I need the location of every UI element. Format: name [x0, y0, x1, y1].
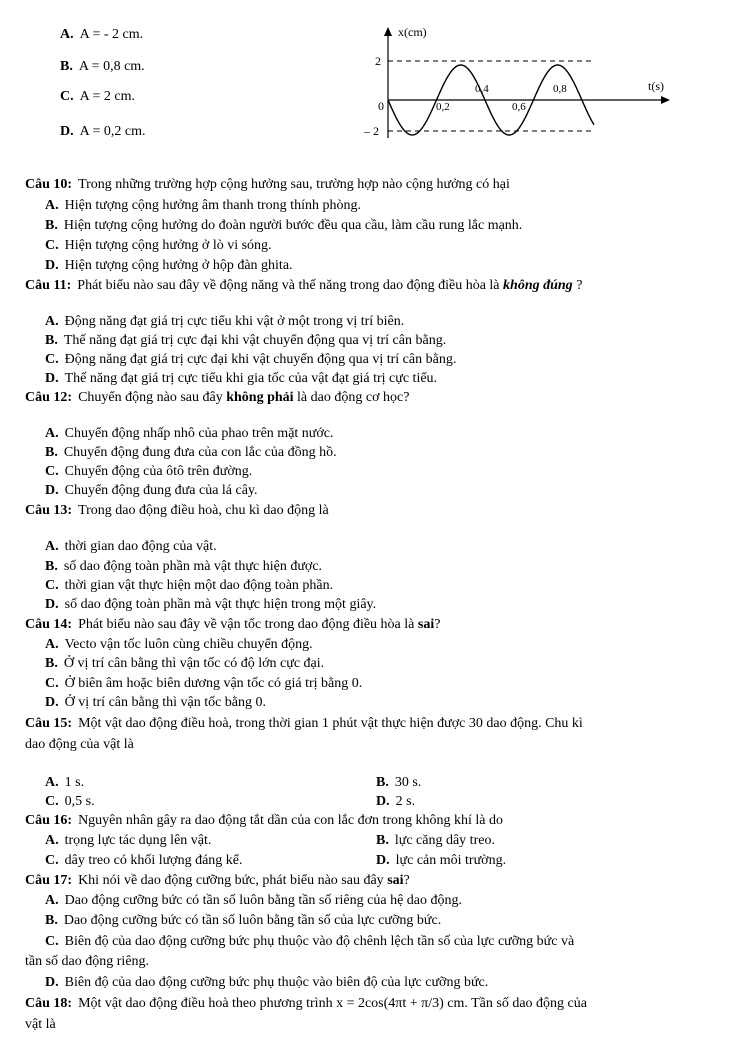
q11-option-d: D. Thế năng đạt giá trị cực tiểu khi gia tốc của vật đạt giá trị cực tiểu.	[45, 371, 438, 386]
q14-option-d: D. Ở vị trí cân bằng thì vận tốc bằng 0.	[45, 695, 267, 710]
q15-stem-line1: Câu 15: Một vật dao động điều hoà, trong thời gian 1 phút vật thực hiện được 30 dao động. Chu kì	[25, 716, 583, 731]
x-tick-0-2: 0,2	[436, 101, 450, 113]
q10-stem: Câu 10: Trong những trường hợp cộng hưởng sau, trường hợp nào cộng hưởng có hại	[25, 177, 510, 192]
y-tick-2: 2	[375, 54, 381, 68]
q15-option-b: B. 30 s.	[376, 775, 422, 790]
x-axis-arrow	[661, 96, 670, 104]
q10-option-b: B. Hiện tượng cộng hưởng do đoàn người bước đều qua cầu, làm cầu rung lắc mạnh.	[45, 218, 523, 233]
x-axis-label: t(s)	[648, 79, 664, 93]
q15-option-a: A. 1 s.	[45, 775, 85, 790]
q12-option-c: C. Chuyển động của ôtô trên đường.	[45, 464, 253, 479]
q18-stem-line2: vật là	[25, 1017, 56, 1032]
q12-option-d: D. Chuyển động đung đưa của lá cây.	[45, 483, 258, 498]
q17-option-c: C. Biên độ của dao động cưỡng bức phụ thuộc vào độ chênh lệch tần số của lực cưỡng bức và	[45, 934, 575, 949]
q13-option-a: A. thời gian dao động của vật.	[45, 539, 217, 554]
q17-stem: Câu 17: Khi nói về dao động cưỡng bức, phát biểu nào sau đây sai?	[25, 873, 410, 888]
q11-option-b: B. Thế năng đạt giá trị cực đại khi vật chuyển động qua vị trí cân bằng.	[45, 333, 447, 348]
q10-option-c: C. Hiện tượng cộng hưởng ở lò vi sóng.	[45, 238, 272, 253]
q9-option-b: B. A = 0,8 cm.	[60, 59, 145, 74]
q12-stem: Câu 12: Chuyển động nào sau đây không phải là dao động cơ học?	[25, 390, 410, 405]
q18-stem-line1: Câu 18: Một vật dao động điều hoà theo phương trình x = 2cos(4πt + π/3) cm. Tần số dao động của	[25, 996, 587, 1011]
q17-option-b: B. Dao động cưỡng bức có tần số luôn bằng tần số của lực cưỡng bức.	[45, 913, 442, 928]
q9-option-d: D. A = 0,2 cm.	[60, 124, 146, 139]
q13-option-b: B. số dao động toàn phần mà vật thực hiện được.	[45, 559, 323, 574]
oscillation-graph	[358, 20, 678, 150]
q14-option-b: B. Ở vị trí cân bằng thì vận tốc có độ lớn cực đại.	[45, 656, 325, 671]
y-tick-0: 0	[378, 99, 384, 113]
q11-stem: Câu 11: Phát biểu nào sau đây về động năng và thế năng trong dao động điều hòa là không đúng ?	[25, 278, 583, 293]
q15-option-d: D. 2 s.	[376, 794, 416, 809]
q12-option-b: B. Chuyển động đung đưa của con lắc của đồng hồ.	[45, 445, 337, 460]
q14-option-a: A. Vecto vận tốc luôn cùng chiều chuyển động.	[45, 637, 313, 652]
q17-option-c-continued: tần số dao động riêng.	[25, 954, 150, 969]
q14-stem: Câu 14: Phát biểu nào sau đây về vận tốc trong dao động điều hòa là sai?	[25, 617, 441, 632]
x-tick-0-4: 0,4	[475, 83, 489, 95]
x-tick-0-8: 0,8	[553, 83, 567, 95]
q17-option-d: D. Biên độ của dao động cưỡng bức phụ thuộc vào biên độ của lực cưỡng bức.	[45, 975, 489, 990]
y-tick-minus2: – 2	[364, 124, 379, 138]
x-tick-0-6: 0,6	[512, 101, 526, 113]
q15-stem-line2: dao động của vật là	[25, 737, 134, 752]
y-axis-label: x(cm)	[398, 25, 427, 39]
q11-option-c: C. Động năng đạt giá trị cực đại khi vật chuyển động qua vị trí cân bằng.	[45, 352, 457, 367]
q16-stem: Câu 16: Nguyên nhân gây ra dao động tắt dần của con lắc đơn trong không khí là do	[25, 813, 504, 828]
q17-option-a: A. Dao động cưỡng bức có tần số luôn bằng tần số riêng của hệ dao động.	[45, 893, 462, 908]
q14-option-c: C. Ở biên âm hoặc biên dương vận tốc có giá trị bằng 0.	[45, 676, 363, 691]
q13-option-d: D. số dao động toàn phần mà vật thực hiện trong một giây.	[45, 597, 377, 612]
q13-stem: Câu 13: Trong dao động điều hoà, chu kì dao động là	[25, 503, 329, 518]
q9-option-a: A. A = - 2 cm.	[60, 27, 144, 42]
q15-option-c: C. 0,5 s.	[45, 794, 95, 809]
q16-option-d: D. lực cản môi trường.	[376, 853, 507, 868]
q16-option-b: B. lực căng dây treo.	[376, 833, 495, 848]
q16-option-a: A. trọng lực tác dụng lên vật.	[45, 833, 212, 848]
q10-option-a: A. Hiện tượng cộng hưởng âm thanh trong thính phòng.	[45, 198, 361, 213]
y-axis-arrow	[384, 27, 392, 36]
q16-option-c: C. dây treo có khối lượng đáng kể.	[45, 853, 243, 868]
q12-option-a: A. Chuyển động nhấp nhô của phao trên mặt nước.	[45, 426, 334, 441]
q13-option-c: C. thời gian vật thực hiện một dao động toàn phần.	[45, 578, 334, 593]
q9-option-c: C. A = 2 cm.	[60, 89, 135, 104]
q11-option-a: A. Động năng đạt giá trị cực tiểu khi vật ở một trong vị trí biên.	[45, 314, 405, 329]
q10-option-d: D. Hiện tượng cộng hưởng ở hộp đàn ghita.	[45, 258, 293, 273]
